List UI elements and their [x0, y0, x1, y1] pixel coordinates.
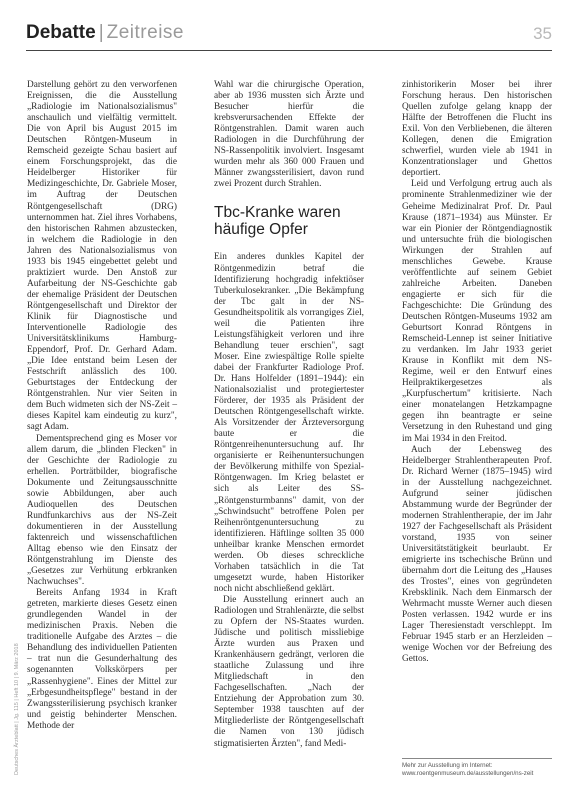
paragraph: Auch der Lebensweg des Heidelberger Strahlentherapeuten Prof. Dr. Richard Werner (1875–1945) wird in der Ausstellung nachgezeichnet. Aufgrund seiner jüdischen Abstammung wurde der Begründer der modernen Strahlentherapie, der im Jahr 1927 der Fachgesellschaft als Präsident vorstand, 1935 von seiner Universitätstätigkeit beurlaubt. Er emigrierte ins tschechische Brünn und übernahm dort die Leitung des „Hauses des Trostes", eines von gegründeten Krebsklinik. Nach dem Einmarsch der Wehrmacht musste Werner auch diesen Posten verlassen. 1942 wurde er ins Lager Theresienstadt verschleppt. Im Februar 1945 starb er an Herzleiden – wenige Wochen vor der Befreiung des Gettos. — [402, 444, 552, 665]
side-citation: Deutsches Ärzteblatt | Jg. 115 | Heft 10 | 9. März 2018 — [14, 643, 20, 775]
paragraph: zinhistorikerin Moser bei ihrer Forschung heraus. Den historischen Quellen zufolge gelang knapp der Hälfte der Betroffenen die Flucht ins Exil. Von den Verbliebenen, die älteren Kollegen, denen die Emigration schwerfiel, wurden viele ab 1941 in Konzentrationslager und Ghettos deportiert. — [402, 80, 552, 179]
paragraph: Darstellung gehört zu den verworfenen Ereignissen, die die Ausstellung „Radiologie im Nationalsozialismus" anschaulich und vielfältig vermittelt. Die von April bis August 2015 im Deutschen Röntgen-Museum in Remscheid gezeigte Schau basiert auf einem Forschungsprojekt, das die Heidelberger Historiker für Medizingeschichte, Dr. Gabriele Moser, im Auftrag der Deutschen Röntgengesellschaft (DRG) unternommen hat. Ziel ihres Vorhabens, den historischen Rahmen abzustecken, in welchem die Radiologie in den Jahren des Nationalsozialismus von 1933 bis 1945 eingebettet gelebt und praktiziert wurde. Den Anstoß zur Aufarbeitung der NS-Geschichte gab der ehemalige Präsident der Deutschen Röntgengesellschaft und Direktor der Klinik für Diagnostische und Interventionelle Radiologie des Universitätsklinikums Hamburg-Eppendorf, Prof. Dr. Gerhard Adam. „Die Idee entstand beim Lesen der Festschrift anlässlich des 100. Geburtstages der Entdeckung der Röntgenstrahlen. Nur vier Seiten in dem Buch widmeten sich der NS-Zeit – dieses Kapitel kam eindeutig zu kurz", sagt Adam. — [27, 80, 177, 433]
footnote — [402, 758, 552, 778]
footnote-label: Mehr zur Ausstellung im Internet: — [402, 762, 493, 769]
page-number: 35 — [533, 24, 552, 43]
paragraph: Wahl war die chirurgische Operation, aber ab 1936 mussten sich Ärzte und Besucher hierfür die krebsverursachenden Effekte der Röntgenstrahlen. Damit waren auch Radiologen in die Durchführung der NS-Rassenpolitik involviert. Insgesamt wurden mehr als 360 000 Frauen und Männer zwangssterilisiert, davon rund zwei Prozent durch Strahlen. — [214, 80, 364, 190]
paragraph: Dementsprechend ging es Moser vor allem darum, die „blinden Flecken" in der Geschichte der Radiologie zu erhellen. Porträtbilder, biografische Dokumente und Zeitungsausschnitte sowie Abbildungen, aber auch Audioquellen des Deutschen Rundfunkarchivs aus der NS-Zeit dokumentieren in der Ausstellung faktenreich und wissenschaftlichen Alltag ebenso wie den Einsatz der Röntgenstrahlung im Dienste des „Gesetzes zur Verhütung erbkranken Nachwuchses". — [27, 433, 177, 588]
footnote-rule — [402, 758, 552, 759]
page-header — [0, 0, 576, 50]
column-1 — [27, 80, 177, 732]
footnote-link[interactable]: www.roentgenmuseum.de/ausstellungen/ns-zeit — [402, 770, 534, 777]
section-name: Debatte — [26, 22, 96, 43]
paragraph: Die Ausstellung erinnert auch an Radiologen und Strahlenärzte, die selbst zu Opfern der NS-Staates wurden. Jüdische und politisch missliebige Ärzte wurden aus Praxen und Krankenhäusern gedrängt, verloren die staatliche Zulassung und ihre Mitgliedschaft in den Fachgesellschaften. „Nach der Entziehung der Approbation zum 30. September 1938 tauschten auf der Mitgliederliste der Röntgengesellschaft die Namen von 130 jüdisch stigmatisierten Ärzten", fand Medi- — [214, 594, 365, 749]
section-title — [26, 22, 184, 44]
paragraph: Leid und Verfolgung ertrug auch als prominente Strahlenmediziner wie der Geheime Medizinalrat Prof. Dr. Paul Krause (1871–1934) aus Münster. Er war ein Pionier der Röntgendiagnostik und untersuchte früh die biologischen Wirkungen der Strahlen auf menschliches Gewebe. Krause veröffentlichte auf seinem Gebiet zahlreiche Arbeiten. Daneben engagierte er sich für die Fachgeschichte: Die Gründung des Deutschen Röntgen-Museums 1932 am Geburtsort Konrad Röntgens in Remscheid-Lennep ist seiner Initiative zu verdanken. Im Jahr 1933 geriet Krause in Konflikt mit dem NS-Regime, weil er den Entwurf eines Heilpraktikergesetzes als „Kurpfuschertum" kritisierte. Nach einer monatelangen Hetzkampagne gegen ihn beantragte er seine Versetzung in den Ruhestand und ging im Mai 1934 in den Freitod. — [402, 179, 552, 444]
paragraph: Bereits Anfang 1934 in Kraft getreten, markierte dieses Gesetz einen grundlegenden Wandel in der medizinischen Praxis. Neben die traditionelle Aufgabe des Arztes – die Behandlung des individuellen Patienten – trat nun die Gesunderhaltung des sogenannten Volkskörpers per „Rassenhygiene". Eines der Mittel zur „Erbgesundheitspflege" bestand in der Zwangssterilisierung psychisch kranker und geistig behinderter Menschen. Methode der — [27, 588, 177, 731]
title-separator: | — [98, 22, 104, 43]
column-2 — [214, 80, 364, 750]
paragraph: Ein anderes dunkles Kapitel der Röntgenmedizin betraf die Identifizierung hochgradig infektiöser Tuberkulosekranker. „Die Bekämpfung der Tbc galt in der NS-Gesundheitspolitik als vorrangiges Ziel, weil die Patienten ihre Leistungsfähigkeit verloren und ihre Behandlung teuer erschien", sagt Moser. Eine zwiespältige Rolle spielte dabei der Frankfurter Radiologe Prof. Dr. Hans Holfelder (1891–1944): ein Nationalsozialist und protegiertester Förderer, der 1935 als Präsident der Deutschen Röntgengesellschaft wirkte. Als Vorsitzender der Ärzteversorgung baute er die Röntgenreihenuntersuchung auf. Ihr organisierte er Reihenuntersuchungen der Bevölkerung mithilfe von Spezial-Röntgenwagen. Im Krieg belastet er sich als Leiter des SS-„Röntgensturmbanns" damit, von der „Schwindsucht" betroffene Polen per Reihenröntgenuntersuchung zu identifizieren. Häftlinge sollten 35 000 unheilbar kranke Menschen ermordet werden. Ob dieses schreckliche Vorhaben tatsächlich in die Tat umgesetzt wurde, haben Historiker noch nicht abschließend geklärt. — [214, 252, 364, 594]
column-3 — [402, 80, 552, 665]
header-rule — [26, 50, 552, 51]
section-subtitle: Zeitreise — [106, 22, 184, 43]
subheading: Tbc-Kranke waren häufige Opfer — [214, 204, 341, 239]
